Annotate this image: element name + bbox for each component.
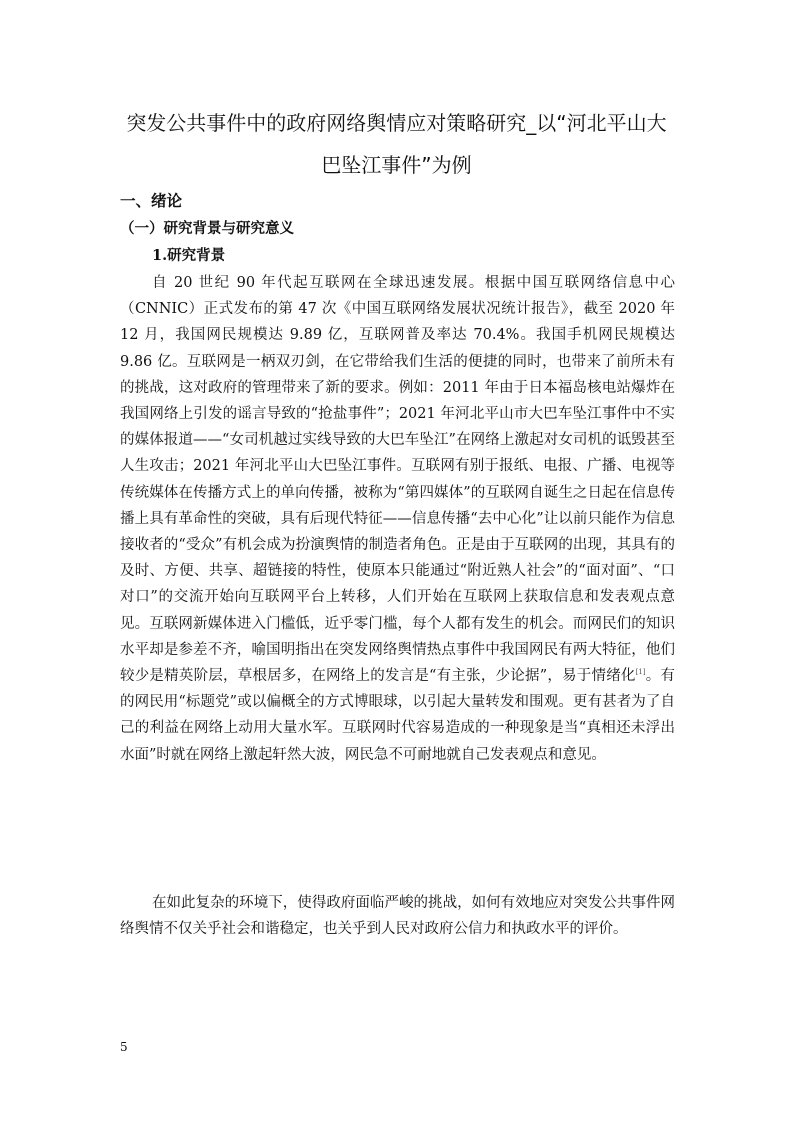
page-number: 5 — [120, 1040, 128, 1054]
subsubsection-heading: 1.研究背景 — [152, 247, 226, 264]
background-paragraph-text-part-1: 自 20 世纪 90 年代起互联网在全球迅速发展。根据中国互联网络信息中心（CNNIC）正式发布的第 47 次《中国互联网络发展状况统计报告》，截至 2020 年 12 月，我国网民规模达 9.89 亿，互联网普及率达 70.4%。我国手机网民规模达 9.86 亿。互联网是一柄双刃剑，在它带给我们生活的便捷的同时，也带来了前所未有的挑战，这对政府的管理带来了新的要求。例如：2011 年由于日本福岛核电站爆炸在我国网络上引发的谣言导致的“抢盐事件”；2021 年河北平山市大巴车坠江事件中不实的媒体报道——“女司机越过实线导致的大巴车坠江”在网络上激起对女司机的诋毁甚至人生攻击；2021 年河北平山大巴坠江事件。互联网有别于报纸、电报、广播、电视等传统媒体在传播方式上的单向传播，被称为“第四媒体”的互联网自诞生之日起在信息传播上具有革命性的突破，具有后现代特征——信息传播“去中心化”让以前只能作为信息接收者的“受众”有机会成为扮演舆情的制造者角色。正是由于互联网的出现，其具有的及时、方便、共享、超链接的特性，使原本只能通过“附近熟人社会”的“面对面”、“口对口”的交流开始向互联网平台上转移，人们开始在互联网上获取信息和发表观点意见。互联网新媒体进入门槛低，近乎零门槛，每个人都有发生的机会。而网民们的知识水平却是参差不齐，喻国明指出在突发网络舆情热点事件中我国网民有两大特征，他们较少是精英阶层，草根居多，在网络上的发言是“有主张，少论据”，易于情绪化 — [120, 275, 675, 685]
citation-marker: [1] — [635, 668, 646, 677]
section-heading: 一、绪论 — [120, 192, 183, 210]
subsection-heading: （一）研究背景与研究意义 — [120, 220, 294, 237]
document-title: 突发公共事件中的政府网络舆情应对策略研究_以“河北平山大巴坠江事件”为例 — [126, 111, 667, 177]
background-paragraph — [120, 270, 675, 768]
challenge-paragraph: 在如此复杂的环境下，使得政府面临严峻的挑战，如何有效地应对突发公共事件网络舆情不仅关乎社会和谐稳定，也关乎到人民对政府公信力和执政水平的评价。 — [120, 895, 675, 938]
background-paragraph-text-part-2: 。有的网民用“标题党”或以偏概全的方式博眼球，以引起大量转发和围观。更有甚者为了自己的利益在网络上动用大量水军。互联网时代容易造成的一种现象是当“真相还未浮出水面”时就在网络上激起轩然大波，网民急不可耐地就自己发表观点和意见。 — [120, 668, 675, 763]
